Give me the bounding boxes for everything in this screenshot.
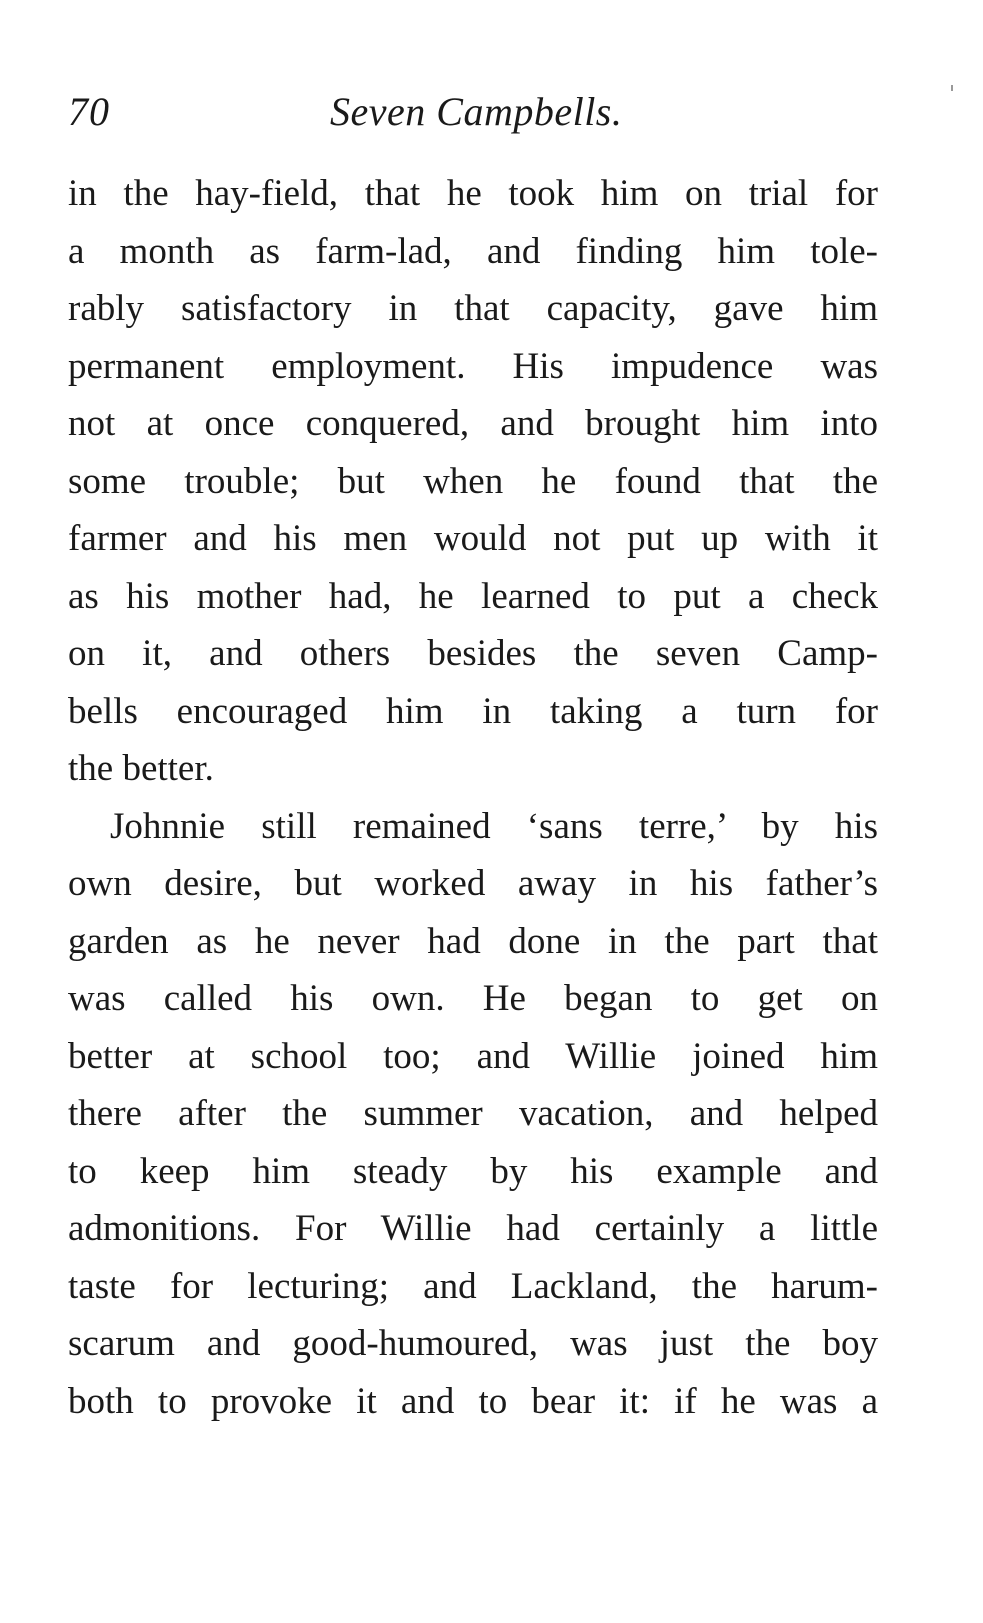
text-line: not at once conquered, and brought him into — [68, 403, 878, 444]
text-line: as his mother had, he learned to put a check — [68, 575, 878, 617]
text-line: on it, and others besides the seven Camp- — [68, 633, 878, 674]
body-text — [68, 165, 878, 1430]
text-line: taste for lecturing; and Lackland, the harum- — [68, 1265, 878, 1307]
running-title: Seven Campbells. — [330, 89, 623, 134]
text-line: there after the summer vacation, and helped — [68, 1093, 878, 1134]
paragraph-1 — [68, 165, 878, 798]
text-line: both to provoke it and to bear it: if he was a — [68, 1380, 878, 1422]
text-line: own desire, but worked away in his father’s — [68, 863, 878, 904]
text-line: some trouble; but when he found that the — [68, 460, 878, 502]
text-line: farmer and his men would not put up with it — [68, 518, 878, 559]
paragraph-2 — [68, 798, 878, 1431]
text-line: Johnnie still remained ‘sans terre,’ by his — [110, 805, 878, 847]
text-line: rably satisfactory in that capacity, gave him — [68, 288, 878, 329]
text-line: to keep him steady by his example and — [68, 1150, 878, 1192]
page-number: 70 — [68, 89, 110, 134]
page-edge-mark — [951, 85, 953, 91]
text-line: was called his own. He began to get on — [68, 978, 878, 1019]
text-line: in the hay-field, that he took him on trial for — [68, 173, 878, 214]
text-line: a month as farm-lad, and finding him tole- — [68, 230, 878, 272]
text-line: bells encouraged him in taking a turn for — [68, 690, 878, 732]
text-line: scarum and good-humoured, was just the boy — [68, 1323, 878, 1364]
text-line: admonitions. For Willie had certainly a little — [68, 1208, 878, 1249]
text-line: the better. — [68, 748, 214, 789]
text-line: permanent employment. His impudence was — [68, 345, 878, 387]
text-line: better at school too; and Willie joined him — [68, 1035, 878, 1077]
text-line: garden as he never had done in the part that — [68, 920, 878, 962]
running-head — [68, 88, 888, 148]
